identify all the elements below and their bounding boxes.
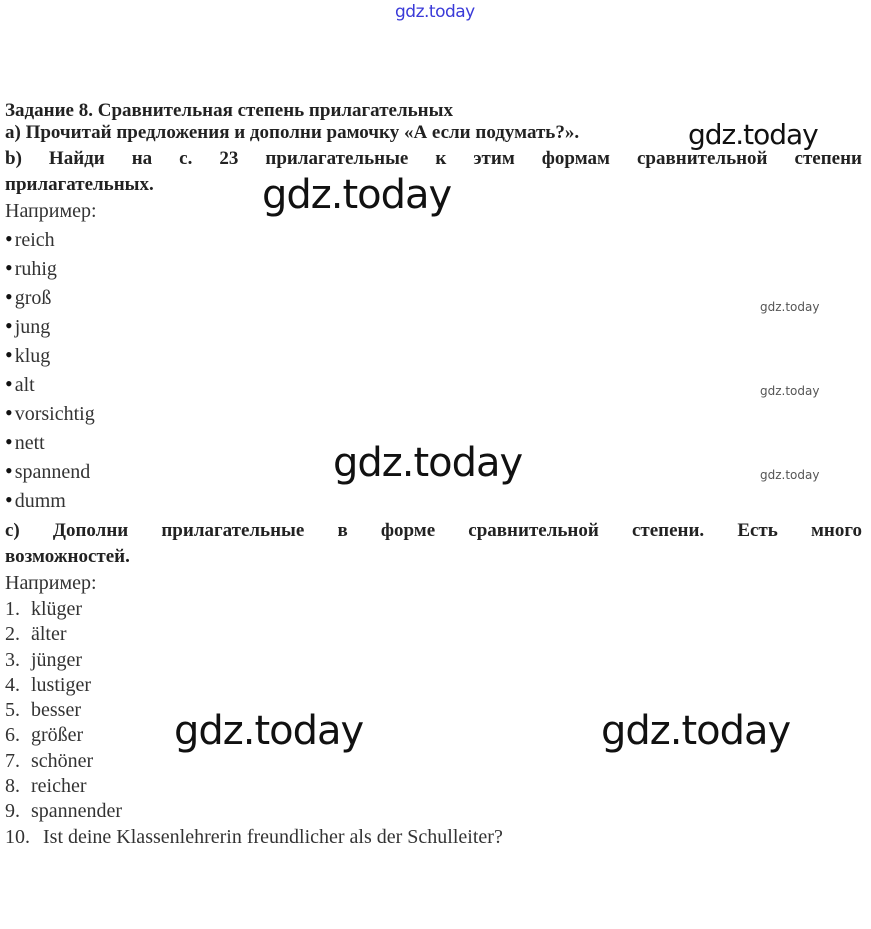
list-item: • klug <box>5 341 862 370</box>
item-text: älter <box>31 623 67 646</box>
list-item: • reich <box>5 225 862 254</box>
item-text: spannender <box>31 800 123 823</box>
list-item <box>5 648 862 673</box>
item-text: größer <box>31 724 84 747</box>
task-b-line2: прилагательных. <box>5 174 154 195</box>
item-number: 3. <box>5 648 20 671</box>
item-number: 10. <box>5 825 30 848</box>
watermark: gdz.today <box>601 708 791 754</box>
watermark: gdz.today <box>760 384 820 398</box>
list-item: • vorsichtig <box>5 399 862 428</box>
watermark: gdz.today <box>333 440 523 486</box>
item-text: reicher <box>31 775 87 798</box>
list-item: • dumm <box>5 486 862 515</box>
watermark: gdz.today <box>760 300 820 314</box>
item-number: 5. <box>5 699 20 722</box>
list-item: • nett <box>5 428 862 457</box>
item-text: klüger <box>31 598 83 620</box>
list-item <box>5 597 862 622</box>
item-text: jünger <box>31 648 83 671</box>
task-a: а) Прочитай предложения и дополни рамочку «А если подумать?». <box>5 122 580 143</box>
item-number: 8. <box>5 775 20 798</box>
list-item: • jung <box>5 312 862 341</box>
task-c <box>5 518 862 570</box>
list-item: • ruhig <box>5 254 862 283</box>
example-label-c: Например: <box>5 572 97 594</box>
site-link[interactable]: gdz.today <box>395 2 475 22</box>
list-item: • groß <box>5 283 862 312</box>
item-text: schöner <box>31 749 94 772</box>
example-label-b: Например: <box>5 200 97 222</box>
task-c-line1: с) Дополни прилагательные в форме сравнительной степени. Есть много <box>5 520 862 541</box>
watermark: gdz.today <box>688 118 818 151</box>
task-c-line2: возможностей. <box>5 546 130 567</box>
list-item: • spannend <box>5 457 862 486</box>
page-title: Задание 8. Сравнительная степень прилагательных <box>5 100 453 121</box>
watermark: gdz.today <box>174 708 364 754</box>
list-item: • alt <box>5 370 862 399</box>
list-item <box>5 622 862 647</box>
watermark: gdz.today <box>760 468 820 482</box>
item-number: 1. <box>5 598 20 620</box>
item-text: besser <box>31 699 81 722</box>
item-number: 7. <box>5 749 20 772</box>
task-b-line1: b) Найди на с. 23 прилагательные к этим формам сравнительной степени <box>5 148 862 169</box>
item-text: lustiger <box>31 673 91 696</box>
list-item <box>5 825 862 850</box>
item-number: 2. <box>5 623 20 646</box>
item-number: 6. <box>5 724 20 747</box>
list-item <box>5 673 862 698</box>
list-item <box>5 774 862 799</box>
item-number: 4. <box>5 673 20 696</box>
list-item <box>5 799 862 824</box>
watermark: gdz.today <box>262 172 452 218</box>
item-number: 9. <box>5 800 20 823</box>
item-text: Ist deine Klassenlehrerin freundlicher als der Schulleiter? <box>43 825 503 848</box>
